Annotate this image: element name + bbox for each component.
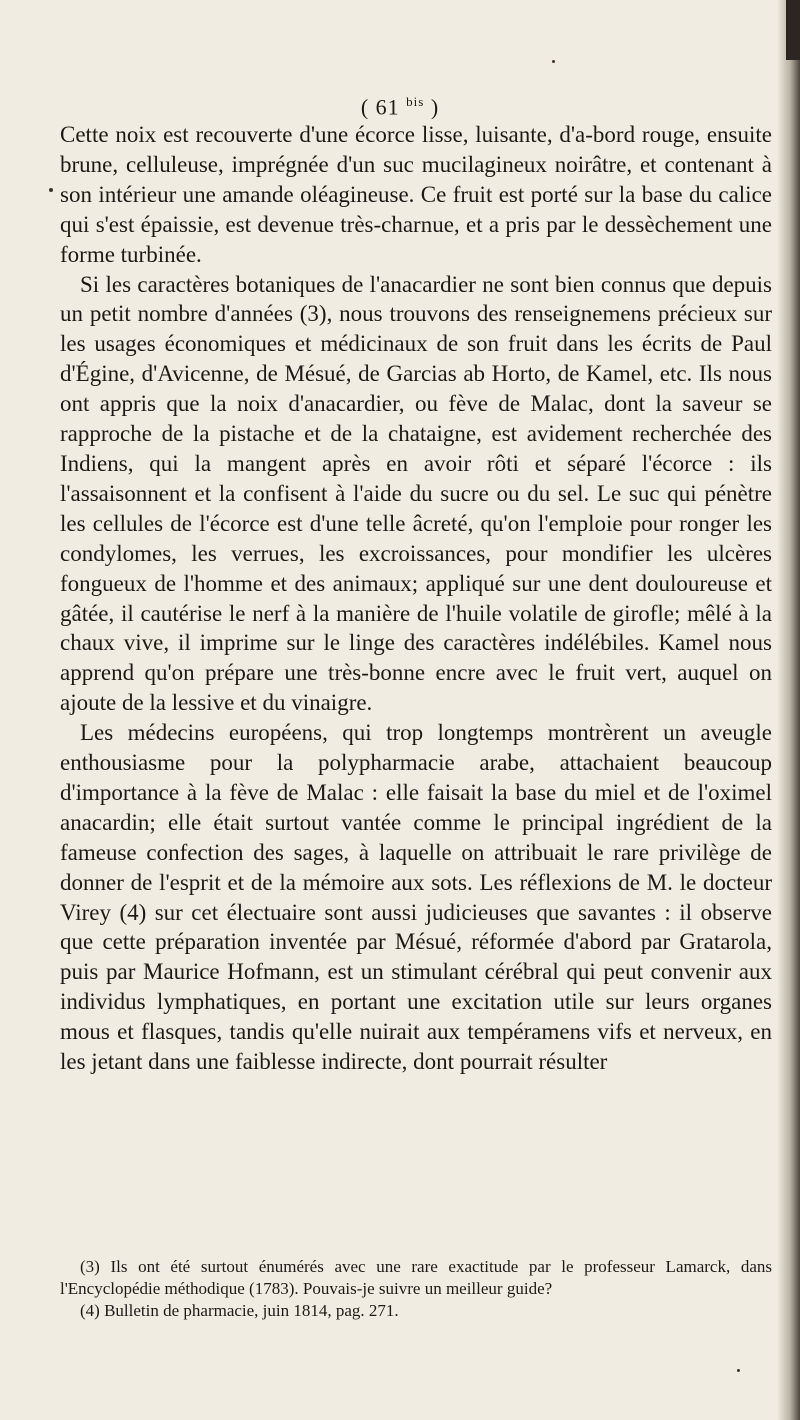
page-header — [0, 94, 800, 120]
footnote-4: (4) Bulletin de pharmacie, juin 1814, pag. 271. — [80, 1301, 399, 1320]
ink-speck — [552, 60, 555, 63]
footnote-3: (3) Ils ont été surtout énumérés avec une rare exactitude par le professeur Lamarck, dans l'Encyclopédie méthodique (1783). Pouvais-je suivre un meilleur guide? — [60, 1257, 772, 1298]
page-edge-dark-corner — [786, 0, 800, 60]
body-text — [60, 120, 772, 1077]
page-edge-shadow — [778, 0, 800, 1420]
paragraph-1: Cette noix est recouverte d'une écorce lisse, luisante, d'a-bord rouge, ensuite brune, celluleuse, imprégnée d'un suc mucilagineux noirâtre, et contenant à son intérieur une amande oléagineuse. Ce fruit est porté sur la base du calice qui s'est épaissie, est devenue très-charnue, et a pris par le dessèchement une forme turbinée. — [60, 122, 772, 267]
footnotes — [60, 1256, 772, 1322]
page-number-close: ) — [430, 94, 440, 120]
paragraph-3: Les médecins européens, qui trop longtemps montrèrent un aveugle enthousiasme pour la polypharmacie arabe, attachaient beaucoup d'importance à la fève de Malac : elle faisait la base du miel et de l'oximel anacardin; elle était surtout vantée comme le principal ingrédient de la fameuse confection des sages, à laquelle on attribuait le rare privilège de donner de l'esprit et de la mémoire aux sots. Les réflexions de M. le docteur Virey (4) sur cet électuaire sont aussi judicieuses que savantes : il observe que cette préparation inventée par Mésué, réformée d'abord par Gratarola, puis par Maurice Hofmann, est un stimulant cérébral qui peut convenir aux individus lymphatiques, en portant une excitation utile sur leurs organes mous et flasques, tandis qu'elle nuirait aux tempéramens vifs et nerveux, en les jetant dans une faiblesse indirecte, dont pourrait résulter — [60, 720, 772, 1075]
ink-speck — [49, 188, 53, 192]
ink-speck — [737, 1369, 740, 1372]
page-number: ( 61 — [360, 94, 400, 120]
page-number-suffix: bis — [406, 94, 425, 109]
paragraph-2: Si les caractères botaniques de l'anacardier ne sont bien connus que depuis un petit nombre d'années (3), nous trouvons des renseignemens précieux sur les usages économiques et médicinaux de son fruit dans les écrits de Paul d'Égine, d'Avicenne, de Mésué, de Garcias ab Horto, de Kamel, etc. Ils nous ont appris que la noix d'anacardier, ou fève de Malac, dont la saveur se rapproche de la pistache et de la chataigne, est avidement recherchée des Indiens, qui la mangent après en avoir rôti et séparé l'écorce : ils l'assaisonnent et la confisent à l'aide du sucre ou du sel. Le suc qui pénètre les cellules de l'écorce est d'une telle âcreté, qu'on l'emploie pour ronger les condylomes, les verrues, les excroissances, pour mondifier les ulcères fongueux de l'homme et des animaux; appliqué sur une dent douloureuse et gâtée, il cautérise le nerf à la manière de l'huile volatile de girofle; mêlé à la chaux vive, il imprime sur le linge des caractères indélébiles. Kamel nous apprend qu'on prépare une très-bonne encre avec le fruit vert, auquel on ajoute de la lessive et du vinaigre. — [60, 271, 772, 716]
